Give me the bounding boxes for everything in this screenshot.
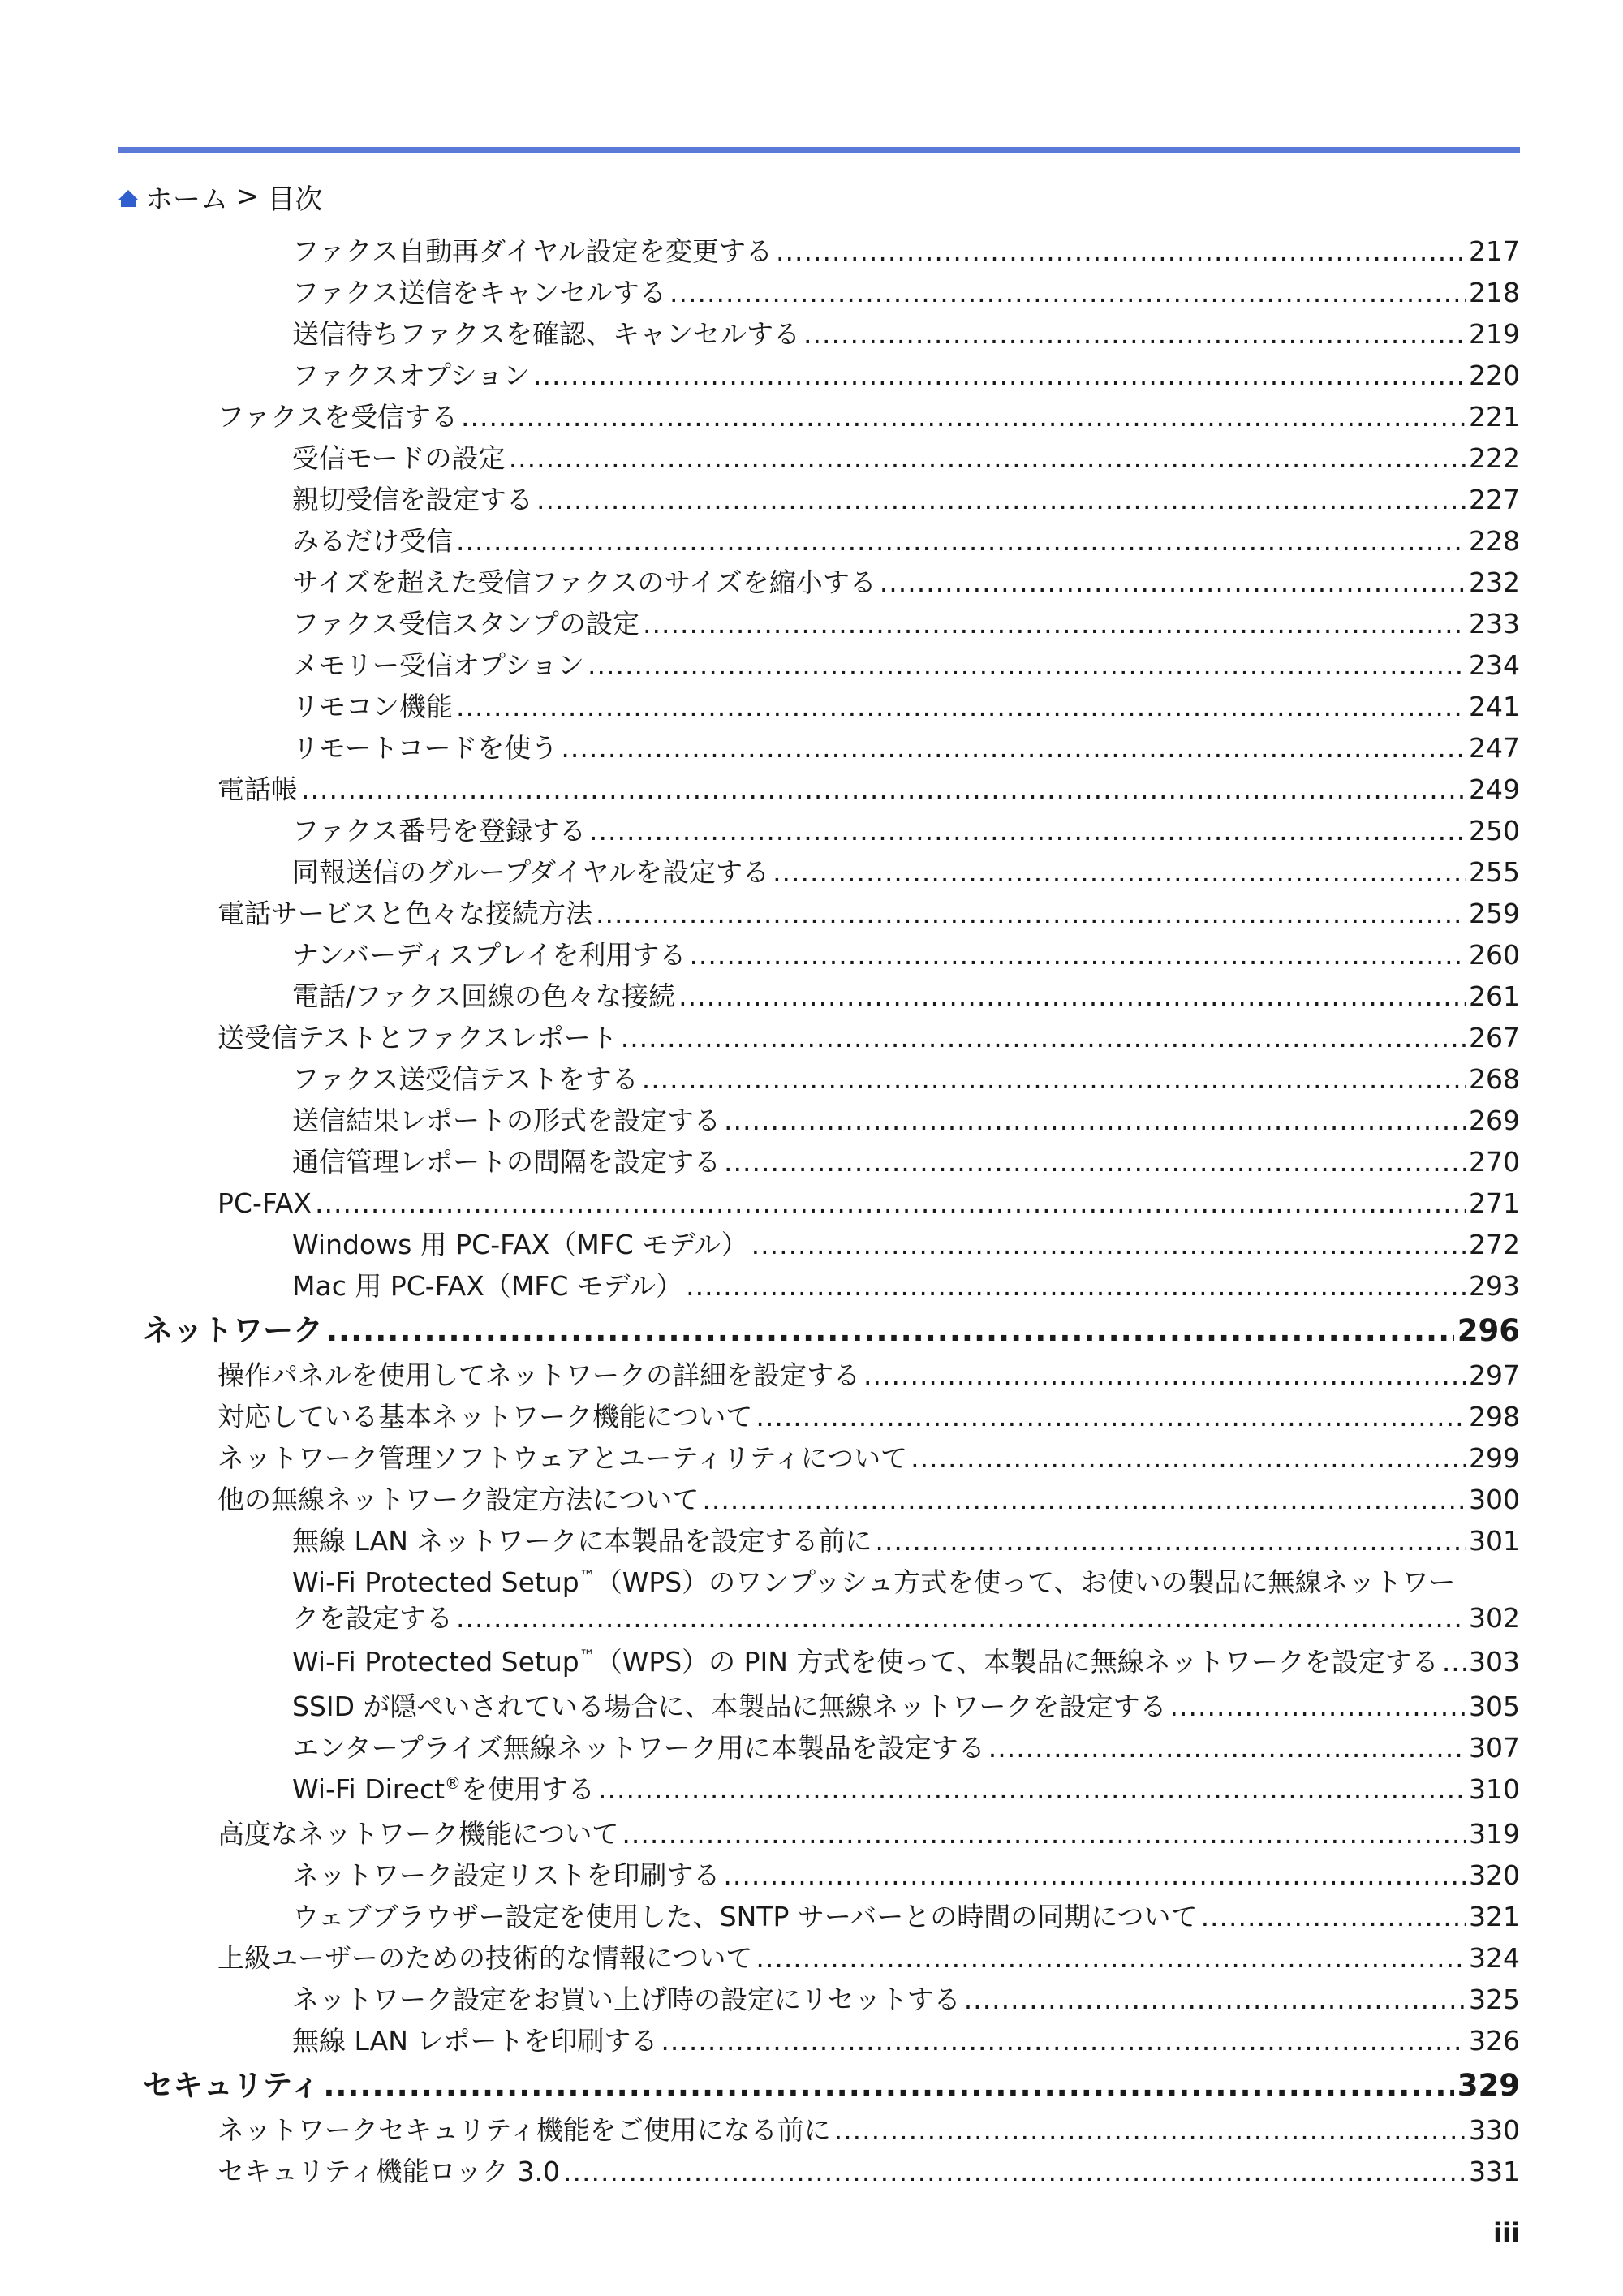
toc-entry[interactable] [292, 648, 1520, 683]
toc-entry[interactable] [292, 358, 1520, 394]
dot-leader [756, 1399, 1466, 1435]
toc-entry[interactable] [217, 2113, 1520, 2148]
dot-leader [875, 1523, 1466, 1559]
toc-entry[interactable] [292, 1144, 1520, 1180]
breadcrumb-current: 目次 [267, 183, 323, 216]
toc-entry-label: 電話帳 [217, 773, 298, 805]
dot-leader [588, 648, 1466, 683]
toc-entry-page: 249 [1469, 773, 1520, 805]
toc-entry[interactable] [292, 441, 1520, 476]
dot-leader [589, 813, 1466, 849]
dot-leader [773, 855, 1466, 890]
toc-entry-label: ネットワークセキュリティ機能をご使用になる前に [217, 2114, 831, 2146]
toc-entry-page: 247 [1469, 732, 1520, 764]
toc-entry[interactable] [292, 1523, 1520, 1559]
dot-leader [301, 772, 1466, 808]
toc-entry-page: 324 [1469, 1942, 1520, 1974]
dot-leader [533, 358, 1466, 394]
toc-entry-label: リモコン機能 [292, 691, 453, 722]
toc-entry[interactable] [292, 937, 1520, 973]
dot-leader [456, 689, 1466, 725]
toc-entry-page: 217 [1469, 235, 1520, 267]
dot-leader [323, 2068, 1453, 2104]
toc-entry-label: ネットワーク管理ソフトウェアとユーティリティについて [217, 1442, 908, 1474]
toc-entry-page: 228 [1469, 525, 1520, 557]
toc-entry-label: 対応している基本ネットワーク機能について [217, 1401, 753, 1432]
toc-entry-page: 310 [1469, 1773, 1520, 1805]
toc-entry[interactable] [292, 1689, 1520, 1725]
dot-leader [1442, 1644, 1466, 1680]
toc-entry-label: 親切受信を設定する [292, 484, 533, 515]
toc-entry-page: 220 [1469, 360, 1520, 391]
toc-entry[interactable] [217, 1941, 1520, 1976]
breadcrumb-separator: > [236, 180, 260, 213]
toc-entry-page: 331 [1469, 2156, 1520, 2187]
toc-entry-page: 296 [1457, 1313, 1520, 1348]
dot-leader [598, 1772, 1466, 1807]
dot-leader [1201, 1899, 1466, 1935]
toc-entry-page: 222 [1469, 442, 1520, 474]
dot-leader [643, 606, 1466, 642]
toc-entry[interactable] [217, 772, 1520, 808]
toc-entry[interactable] [217, 1399, 1520, 1435]
toc-entry-label: Mac 用 PC-FAX（MFC モデル） [292, 1270, 683, 1302]
toc-entry-label: ファクス送受信テストをする [292, 1063, 639, 1095]
toc-entry[interactable] [292, 1227, 1520, 1263]
toc-entry-label: サイズを超えた受信ファクスのサイズを縮小する [292, 566, 876, 598]
toc-chapter-entry[interactable] [143, 1313, 1520, 1349]
toc-entry-page: 298 [1469, 1401, 1520, 1432]
toc-entry[interactable] [292, 523, 1520, 559]
toc-entry-page: 227 [1469, 484, 1520, 515]
toc-entry-page: 232 [1469, 566, 1520, 598]
toc-entry[interactable] [292, 606, 1520, 642]
toc-entry-page: 325 [1469, 1984, 1520, 2015]
toc-entry-page: 218 [1469, 277, 1520, 308]
toc-entry[interactable] [292, 813, 1520, 849]
dot-leader [661, 2023, 1466, 2059]
toc-entry[interactable] [292, 1858, 1520, 1893]
toc-entry-label: 操作パネルを使用してネットワークの詳細を設定する [217, 1359, 860, 1391]
toc-entry-label: みるだけ受信 [292, 525, 453, 557]
toc-entry-page: 320 [1469, 1859, 1520, 1891]
dot-leader [509, 441, 1466, 476]
dot-leader [834, 2113, 1466, 2148]
toc-entry-label: 上級ユーザーのための技術的な情報について [217, 1942, 753, 1974]
toc-entry-label: Windows 用 PC-FAX（MFC モデル） [292, 1229, 748, 1260]
toc-entry[interactable] [292, 2023, 1520, 2059]
toc-entry[interactable] [292, 234, 1520, 269]
toc-entry[interactable] [217, 1482, 1520, 1518]
toc-entry-label: 無線 LAN ネットワークに本製品を設定する前に [292, 1525, 872, 1557]
toc-entry-page: 307 [1469, 1732, 1520, 1764]
toc-entry[interactable] [292, 689, 1520, 725]
toc-entry-label: ナンバーディスプレイを利用する [292, 939, 687, 971]
toc-entry-label: Wi-Fi Direct®を使用する [292, 1773, 596, 1805]
toc-entry-label: 送信結果レポートの形式を設定する [292, 1105, 721, 1136]
toc-entry[interactable] [217, 1441, 1520, 1476]
toc-entry-page: 268 [1469, 1063, 1520, 1095]
dot-leader [669, 275, 1466, 311]
toc-entry-label: ウェブブラウザー設定を使用した、SNTP サーバーとの時間の同期について [292, 1901, 1198, 1932]
toc-entry[interactable] [292, 1269, 1520, 1304]
breadcrumb-home-link[interactable]: ホーム [145, 183, 228, 216]
toc-entry-label: 他の無線ネットワーク設定方法について [217, 1484, 700, 1515]
toc-entry[interactable] [292, 1062, 1520, 1097]
toc-entry[interactable] [217, 399, 1520, 435]
toc-entry-page: 330 [1469, 2114, 1520, 2146]
toc-entry[interactable] [292, 1899, 1520, 1935]
toc-entry-page: 233 [1469, 608, 1520, 640]
dot-leader [880, 565, 1466, 601]
toc-entry[interactable] [292, 855, 1520, 890]
toc-entry[interactable] [217, 2154, 1520, 2190]
toc-entry-label: ネットワーク [143, 1313, 323, 1348]
toc-entry-label: 通信管理レポートの間隔を設定する [292, 1146, 721, 1178]
dot-leader [456, 1600, 1466, 1636]
toc-entry-label: ファクス自動再ダイヤル設定を変更する [292, 235, 773, 267]
dot-leader [461, 399, 1466, 435]
dot-leader [561, 730, 1466, 766]
toc-entry-page: 301 [1469, 1525, 1520, 1557]
toc-entry-page: 303 [1469, 1646, 1520, 1678]
toc-entry-label: リモートコードを使う [292, 732, 558, 764]
toc-entry-label: 同報送信のグループダイヤルを設定する [292, 856, 770, 888]
toc-chapter-entry[interactable] [143, 2068, 1520, 2104]
toc-entry-page: 302 [1469, 1602, 1520, 1634]
toc-entry-page: 270 [1469, 1146, 1520, 1178]
page-number: iii [1493, 2217, 1520, 2248]
toc-entry[interactable] [292, 1644, 1520, 1680]
toc-entry-page: 221 [1469, 401, 1520, 433]
dot-leader [536, 482, 1466, 518]
toc-entry-page: 297 [1469, 1359, 1520, 1391]
toc-entry-label: ファクス受信スタンプの設定 [292, 608, 640, 640]
toc-entry-page: 269 [1469, 1105, 1520, 1136]
toc-entry[interactable] [292, 1982, 1520, 2018]
dot-leader [563, 2154, 1466, 2190]
toc-entry[interactable] [292, 1565, 1520, 1636]
dot-leader [456, 523, 1466, 559]
toc-entry-label: エンタープライズ無線ネットワーク用に本製品を設定する [292, 1732, 985, 1764]
toc-entry-page: 261 [1469, 980, 1520, 1012]
toc-entry-page: 272 [1469, 1229, 1520, 1260]
dot-leader [776, 234, 1466, 269]
dot-leader [689, 937, 1466, 973]
toc-entry-page: 319 [1469, 1818, 1520, 1850]
toc-entry-label-line2: クを設定する [292, 1602, 453, 1634]
toc-entry-page: 305 [1469, 1691, 1520, 1722]
toc-entry-page: 250 [1469, 815, 1520, 846]
toc-entry-page: 321 [1469, 1901, 1520, 1932]
toc-entry-page: 271 [1469, 1187, 1520, 1219]
toc-entry-label: ファクスオプション [292, 360, 531, 391]
toc-entry-page: 300 [1469, 1484, 1520, 1515]
toc-entry-page: 329 [1457, 2068, 1520, 2103]
dot-leader [621, 1020, 1466, 1056]
toc-entry-page: 219 [1469, 318, 1520, 350]
toc-entry[interactable] [292, 730, 1520, 766]
toc-entry-label: ネットワーク設定リストを印刷する [292, 1859, 721, 1891]
toc-entry[interactable] [292, 1730, 1520, 1766]
toc-entry-label: ファクスを受信する [217, 401, 458, 433]
dot-leader [642, 1062, 1466, 1097]
toc-entry-label: ネットワーク設定をお買い上げ時の設定にリセットする [292, 1984, 961, 2015]
dot-leader [988, 1730, 1466, 1766]
toc-entry[interactable] [217, 896, 1520, 932]
toc-entry-page: 326 [1469, 2025, 1520, 2057]
toc-entry[interactable] [217, 1358, 1520, 1394]
toc-entry-page: 293 [1469, 1270, 1520, 1302]
toc-entry-label: 高度なネットワーク機能について [217, 1818, 619, 1850]
dot-leader [723, 1858, 1466, 1893]
toc-entry-label: PC-FAX [217, 1187, 312, 1219]
dot-leader [751, 1227, 1466, 1263]
toc-entry-page: 267 [1469, 1022, 1520, 1053]
toc-entry-label: 送受信テストとファクスレポート [217, 1022, 618, 1053]
dot-leader [863, 1358, 1466, 1394]
toc-entry-label: 受信モードの設定 [292, 442, 506, 474]
dot-leader [678, 979, 1466, 1014]
dot-leader [803, 317, 1466, 352]
toc-entry[interactable] [292, 979, 1520, 1014]
toc-entry[interactable] [292, 275, 1520, 311]
toc-entry-label: 送信待ちファクスを確認、キャンセルする [292, 318, 801, 350]
toc-entry-label: Wi-Fi Protected Setup™（WPS）の PIN 方式を使って、本製品に無線ネットワークを設定する [292, 1646, 1439, 1678]
dot-leader [686, 1269, 1466, 1304]
toc-entry-label: セキュリティ [143, 2068, 321, 2103]
dot-leader [1170, 1689, 1466, 1725]
toc-entry-label: ファクス送信をキャンセルする [292, 277, 667, 308]
toc-entry-page: 299 [1469, 1442, 1520, 1474]
toc-entry[interactable] [292, 317, 1520, 352]
dot-leader [911, 1441, 1466, 1476]
toc-entry-label: ファクス番号を登録する [292, 815, 587, 846]
toc-entry[interactable] [217, 1186, 1520, 1221]
toc-entry[interactable] [292, 1103, 1520, 1139]
toc-entry-label: 電話サービスと色々な接続方法 [217, 898, 592, 929]
toc-entry-page: 241 [1469, 691, 1520, 722]
dot-leader [724, 1103, 1466, 1139]
dot-leader [326, 1313, 1454, 1349]
dot-leader [756, 1941, 1466, 1976]
toc-entry-page: 259 [1469, 898, 1520, 929]
toc-entry[interactable] [217, 1816, 1520, 1852]
toc-entry-page: 234 [1469, 649, 1520, 681]
toc-entry-page: 260 [1469, 939, 1520, 971]
toc-entry[interactable] [292, 1772, 1520, 1807]
dot-leader [622, 1816, 1466, 1852]
dot-leader [702, 1482, 1466, 1518]
toc-entry-label: SSID が隠ぺいされている場合に、本製品に無線ネットワークを設定する [292, 1691, 1167, 1722]
toc-entry-label: セキュリティ機能ロック 3.0 [217, 2156, 561, 2187]
dot-leader [964, 1982, 1466, 2018]
toc-entry-page: 255 [1469, 856, 1520, 888]
toc-entry-label-line1: Wi-Fi Protected Setup™（WPS）のワンプッシュ方式を使って、お使いの製品に無線ネットワー [292, 1566, 1456, 1598]
dot-leader [315, 1186, 1466, 1221]
dot-leader [596, 896, 1466, 932]
toc-entry[interactable] [292, 565, 1520, 601]
toc-entry-label: 無線 LAN レポートを印刷する [292, 2025, 658, 2057]
toc-entry[interactable] [217, 1020, 1520, 1056]
toc-entry-label: 電話/ファクス回線の色々な接続 [292, 980, 676, 1012]
toc-entry-label: メモリー受信オプション [292, 649, 585, 681]
dot-leader [724, 1144, 1466, 1180]
toc-entry[interactable] [292, 482, 1520, 518]
